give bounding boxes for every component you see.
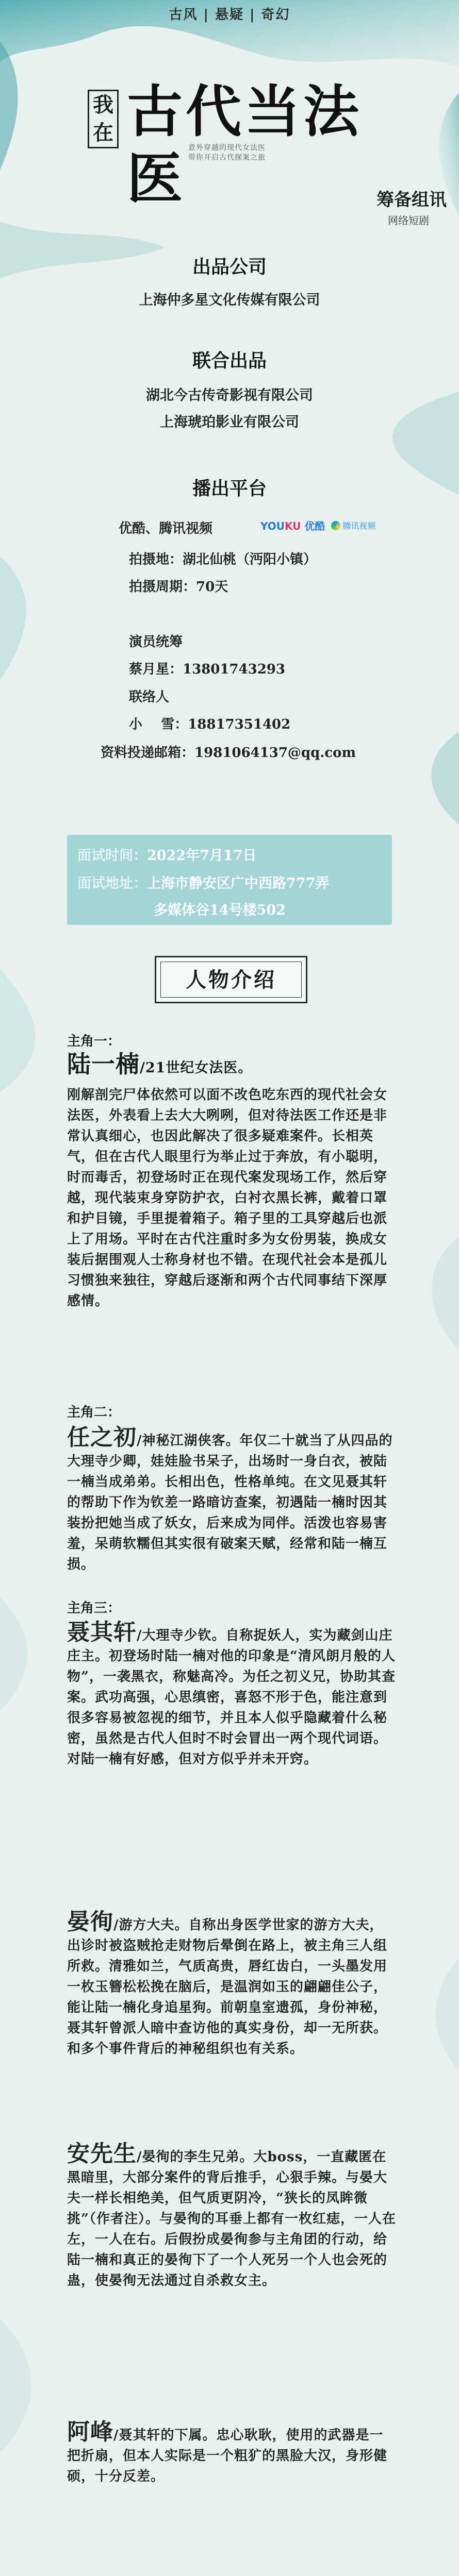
character-desc: 阿峰/聂其轩的下属。忠心耿耿，使用的武器是一把折扇，但本人实际是一个粗犷的黑脸大汉，身形健硕，十分反差。 [67,2419,388,2484]
platform-logos [260,518,375,533]
role-label: 主角一： [67,1034,121,1049]
interview-box [67,835,392,925]
producer-company: 上海仲多星文化传媒有限公司 [139,292,320,308]
interview-time: 面试时间：2022年7月17日 [77,848,257,864]
character-desc: 聂其轩/大理寺少钦。自称捉妖人，实为藏剑山庄庄主。初登场时陆一楠对他的印象是“清风朗月般的人物”，一袭黑衣，称魅高冷。为任之初义兄，协助其查案。武功高强，心思缜密，喜怒不形于色，能注意到很多容易被忽视的细节，并且本人似乎隐藏着什么秘密，虽然是古代人但时不时会冒出一两个现代词语。对陆一楠有好感，但对方似乎并未开窍。 [67,1619,396,1767]
character-heading: 陆一楠/21世纪女法医。 [67,1050,253,1078]
coproducer-title: 联合出品 [192,350,267,372]
slogan-line-2: 带你开启古代探案之旅 [188,154,266,162]
role-label: 主角二： [67,1405,121,1420]
email-address: 1981064137@qq.com [194,745,356,761]
contact-label: 联络人 [129,689,170,705]
shoot-location: 拍摄地：湖北仙桃（沔阳小镇） [129,552,317,567]
drama-slogan [188,143,266,163]
characters-title-box [155,956,307,1003]
interview-address: 面试地址：上海市静安区广中西路777弄 [77,875,330,891]
slogan-line-1: 意外穿越的现代女法医 [188,144,266,152]
drama-type: 网络短剧 [388,214,429,227]
contact-2: 小 雪：18817351402 [129,717,291,732]
logo-char-wo: 我 [93,93,113,117]
character-desc: 晏徇/游方大夫。自称出身医学世家的游方大夫，出诊时被盗贼抢走财物后晕倒在路上，被主角三人组所救。清雅如兰，气质高贵，唇红齿白，一头墨发用一枚玉簪松松挽在脑后，是温润如玉的翩翩佳公子，能让陆一楠化身追星狗。前朝皇室遗孤，身份神秘，聂其轩曾派人暗中查访他的真实身份，却一无所获。和多个事件背后的神秘组织也有关系。 [67,1909,388,2057]
shoot-period: 拍摄周期：70天 [129,579,228,595]
recruit-label: 筹备组讯 [376,190,447,210]
characters-title: 人物介绍 [160,962,302,998]
platform-title: 播出平台 [192,478,267,499]
logo-char-zai: 在 [93,121,113,145]
character-desc: 任之初/神秘江湖侠客。年仅二十就当了从四品的大理寺少卿，娃娃脸书呆子，出场时一身白衣，被陆一楠当成弟弟。长相出色，性格单纯。在文见聂其轩的帮助下作为钦差一路暗访查案，初遇陆一楠时因其装扮把她当成了妖女，后来成为同伴。活泼也容易害羞，呆萌软糯但其实很有破案天赋，经常和陆一楠互损。 [67,1424,393,1572]
coproducer-company-1: 湖北今古传奇影视有限公司 [146,388,313,403]
character-desc: 刚解剖完尸体依然可以面不改色吃东西的现代社会女法医，外表看上去大大咧咧，但对待法医工作还是非常认真细心，也因此解决了很多疑难案件。长相英气，但在古代人眼里行为举止过于奔放，有小聪明，时而毒舌，初登场时正在现代案发现场工作，然后穿越，现代装束身穿防护衣，白衬衣黑长裤，戴着口罩和护目镜，手里提着箱子。箱子里的工具穿越后也派上了用场。平时在古代注重时多为女份男装，换成女装后据围观人士称身材也不错。在现代社会本是孤儿习惯独来独往，穿越后逐渐和两个古代同事结下深厚感情。 [67,1087,388,1309]
contact-1: 蔡月星：13801743293 [129,662,286,677]
character-desc: 安先生/晏徇的李生兄弟。大boss，一直藏匿在黑暗里，大部分案件的背后推手，心狠手辣。与晏大夫一样长相绝美，但气质更阴冷，“狭长的凤眸微挑”（作者注）。与晏徇的耳垂上都有一枚红痣，一人在左，一人在右。后假扮成晏徇参与主角团的行动，给陆一楠和真正的晏徇下了一个人死另一个人也会死的蛊，使晏徇无法通过自杀救女主。 [67,2141,396,2288]
youku-logo: YOUKU 优酷 [260,520,325,532]
tencent-icon [331,521,340,530]
tencent-video-logo: 腾讯视频 [331,519,375,531]
drama-title-logo [77,77,397,211]
platform-names: 优酷、腾讯视频 [119,521,213,536]
email: 资料投递邮箱：1981064137@qq.com [101,745,356,761]
interview-address-line-2: 多媒体谷14号楼502 [154,902,286,918]
producer-title: 出品公司 [192,256,267,278]
coordinator-title: 演员统筹 [129,634,183,650]
drama-title: 古代当法医 [127,79,363,211]
logo-wo-zai [88,90,119,148]
coproducer-company-2: 上海琥珀影业有限公司 [160,414,299,430]
role-label: 主角三： [67,1601,121,1616]
genre-tags: 古风 | 悬疑 | 奇幻 [169,7,290,23]
